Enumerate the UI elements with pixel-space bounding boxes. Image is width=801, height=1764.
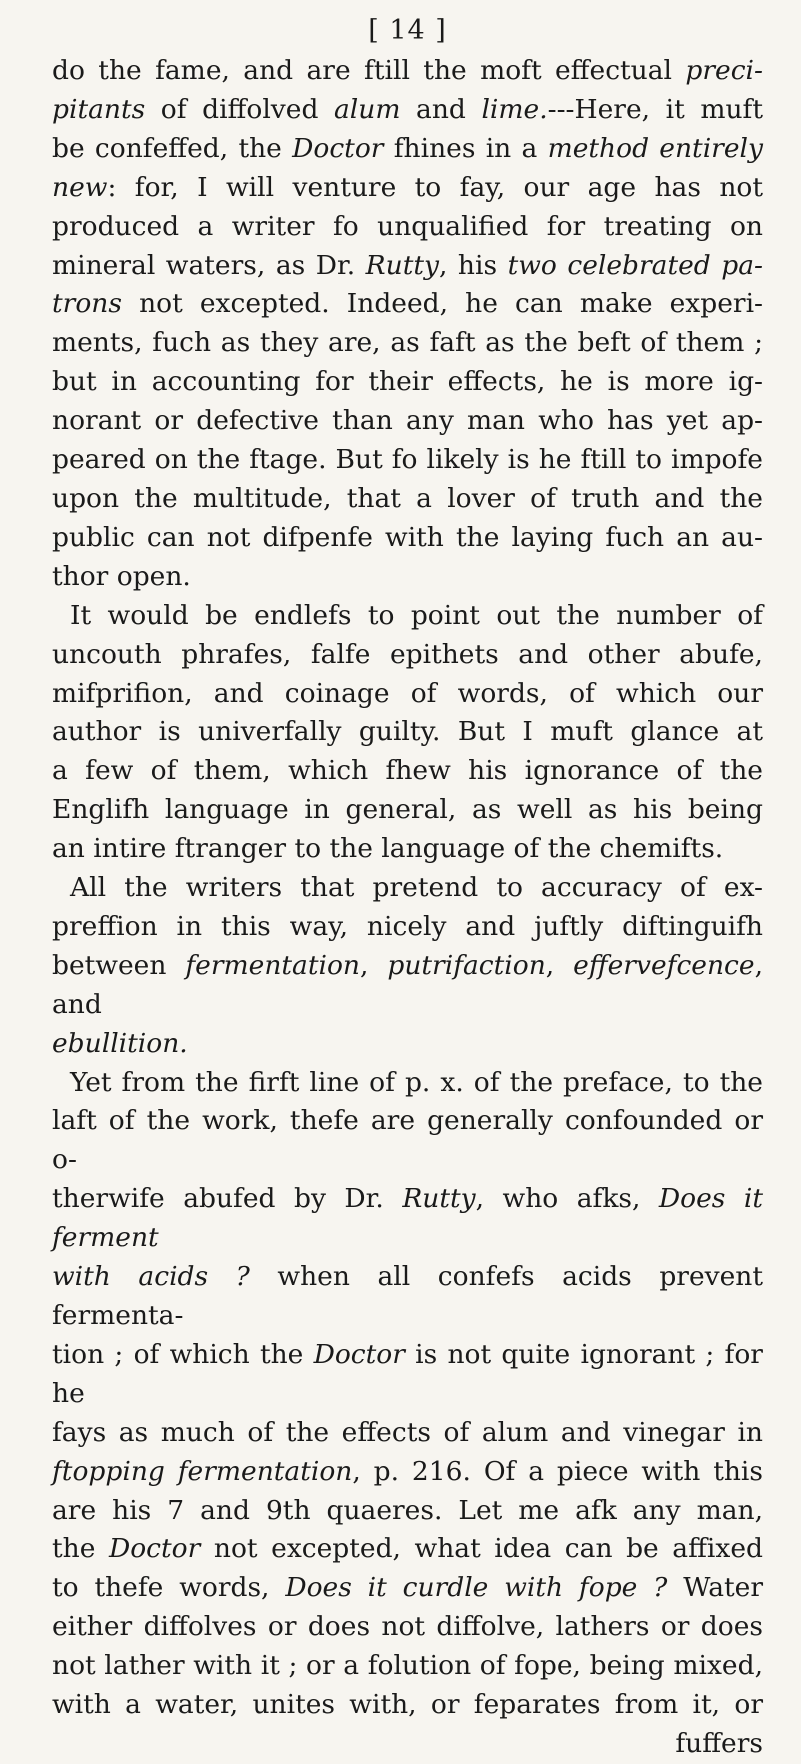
- italic-text: ftopping fermentation: [52, 1455, 353, 1487]
- text-line: [52, 402, 763, 441]
- text-segment: upon the multitude, that a lover of truth and the: [52, 482, 763, 514]
- text-segment: It would be endlefs to point out the number of: [70, 599, 763, 631]
- text-line: [52, 1530, 763, 1569]
- text-line: [52, 1336, 763, 1414]
- italic-text: Doctor: [292, 132, 384, 164]
- italic-text: Doctor: [108, 1533, 201, 1565]
- text-line: [52, 1064, 763, 1103]
- text-segment: not excepted, what idea can be affixed: [200, 1533, 764, 1565]
- text-segment: the: [52, 1533, 109, 1565]
- text-segment: therwife abufed by Dr.: [52, 1183, 403, 1215]
- text-segment: Yet from the firft line of p. x. of the preface, to the: [70, 1066, 763, 1098]
- italic-text: alum: [333, 93, 401, 125]
- italic-text: two celebrated pa-: [507, 249, 763, 281]
- text-segment: author is univerfally guilty. But I muft glance at: [52, 716, 763, 748]
- text-segment: be confeffed, the: [52, 132, 293, 164]
- text-segment: not excepted. Indeed, he can make experi-: [121, 288, 763, 320]
- text-segment: when all confefs acids prevent fermenta-: [52, 1261, 764, 1331]
- italic-text: fermentation: [185, 949, 360, 981]
- text-line: [52, 636, 763, 675]
- text-line: [52, 52, 763, 91]
- text-line: [52, 947, 763, 1025]
- text-line: [52, 791, 763, 830]
- text-segment: Water: [667, 1572, 763, 1604]
- text-segment: mifprifion, and coinage of words, of which our: [52, 677, 763, 709]
- text-line: [52, 1686, 763, 1725]
- italic-text: putrifaction: [387, 949, 546, 981]
- text-segment: but in accounting for their effects, he is more ig-: [52, 366, 763, 398]
- text-line: [52, 208, 763, 247]
- text-line: [52, 1414, 763, 1453]
- text-segment: ,: [360, 949, 388, 981]
- text-segment: thor open.: [52, 560, 191, 592]
- text-line: [52, 247, 763, 286]
- text-segment: to thefe words,: [52, 1572, 286, 1604]
- italic-text: method entirely: [547, 132, 763, 164]
- text-segment: laft of the work, thefe are generally confounded or o-: [52, 1105, 763, 1176]
- text-line: [52, 1258, 763, 1336]
- text-segment: public can not difpenfe with the laying fuch an au-: [52, 521, 763, 553]
- italic-text: with acids ?: [52, 1261, 250, 1293]
- text-segment: , p. 216. Of a piece with this: [352, 1455, 763, 1487]
- text-line: [52, 1492, 763, 1531]
- text-segment: fays as much of the effects of alum and vinegar in: [52, 1416, 763, 1448]
- text-line: [52, 324, 763, 363]
- text-line: [52, 1025, 763, 1064]
- text-line: [52, 1453, 763, 1492]
- text-segment: a few of them, which fhew his ignorance of the: [52, 755, 763, 787]
- body-text: [52, 52, 763, 1764]
- italic-text: effervefcence: [573, 949, 755, 981]
- text-line: [52, 285, 763, 324]
- text-segment: not lather with it ; or a folution of fope, being mixed,: [52, 1650, 763, 1682]
- text-line: [52, 869, 763, 908]
- text-segment: Englifh language in general, as well as his being: [52, 794, 763, 826]
- italic-text: new: [52, 171, 108, 203]
- text-segment: are his 7 and 9th quaeres. Let me afk any man,: [52, 1494, 763, 1526]
- text-segment: mineral waters, as Dr.: [52, 249, 366, 281]
- text-line: [52, 830, 763, 869]
- text-segment: ments, fuch as they are, as faft as the beft of them ;: [52, 327, 763, 359]
- text-segment: fhines in a: [383, 132, 548, 164]
- italic-text: Does it ferment: [52, 1183, 764, 1254]
- text-segment: either diffolves or does not diffolve, lathers or does: [52, 1611, 763, 1643]
- italic-text: Does it curdle with fope ?: [285, 1572, 668, 1604]
- text-segment: norant or defective than any man who has yet ap-: [52, 405, 763, 437]
- text-line: [52, 1725, 763, 1764]
- text-line: [52, 1647, 763, 1686]
- italic-text: Doctor: [313, 1338, 405, 1370]
- text-segment: with a water, unites with, or feparates from it, or: [52, 1689, 763, 1721]
- text-segment: : for, I will venture to fay, our age has not: [107, 171, 763, 203]
- text-line: [52, 130, 763, 169]
- text-segment: peared on the ftage. But fo likely is he ftill to impofe: [52, 444, 763, 476]
- text-line: [52, 169, 763, 208]
- text-segment: ---Here, it muft: [547, 93, 763, 125]
- page-number: [ 14 ]: [368, 15, 447, 46]
- text-line: [52, 363, 763, 402]
- text-segment: , and: [52, 949, 763, 1020]
- text-segment: and: [400, 93, 482, 125]
- text-segment: tion ; of which the: [52, 1338, 314, 1370]
- text-line: [52, 713, 763, 752]
- text-line: [52, 597, 763, 636]
- text-line: [52, 675, 763, 714]
- text-segment: do the fame, and are ftill the moft effectual: [52, 55, 686, 86]
- text-line: [52, 752, 763, 791]
- italic-text: Rutty: [402, 1183, 476, 1215]
- text-line: [52, 441, 763, 480]
- text-segment: , who afks,: [475, 1183, 659, 1215]
- text-segment: between: [52, 949, 186, 981]
- italic-text: lime.: [481, 93, 548, 125]
- text-line: [52, 480, 763, 519]
- text-segment: ,: [545, 949, 574, 981]
- text-segment: of diffolved: [145, 93, 334, 125]
- text-segment: uncouth phrafes, falfe epithets and other abufe,: [52, 638, 763, 670]
- text-line: [52, 1569, 763, 1608]
- italic-text: ebullition.: [52, 1027, 188, 1059]
- text-line: [52, 908, 763, 947]
- text-segment: preffion in this way, nicely and juftly diftinguifh: [52, 910, 763, 942]
- text-segment: All the writers that pretend to accuracy of ex-: [70, 872, 763, 904]
- italic-text: trons: [52, 288, 122, 320]
- italic-text: pitants: [52, 93, 146, 125]
- text-segment: fuffers: [675, 1727, 763, 1759]
- text-line: [52, 519, 763, 558]
- text-segment: produced a writer fo unqualified for treating on: [52, 210, 763, 242]
- text-segment: is not quite ignorant ; for he: [52, 1338, 763, 1409]
- italic-text: Rutty: [365, 249, 439, 281]
- text-line: [52, 1102, 763, 1180]
- text-segment: an intire ftranger to the language of the chemifts.: [52, 833, 724, 865]
- text-line: [52, 558, 763, 597]
- text-line: [52, 1608, 763, 1647]
- text-line: [52, 91, 763, 130]
- text-segment: , his: [438, 249, 508, 281]
- italic-text: preci-: [685, 55, 763, 86]
- text-line: [52, 1180, 763, 1258]
